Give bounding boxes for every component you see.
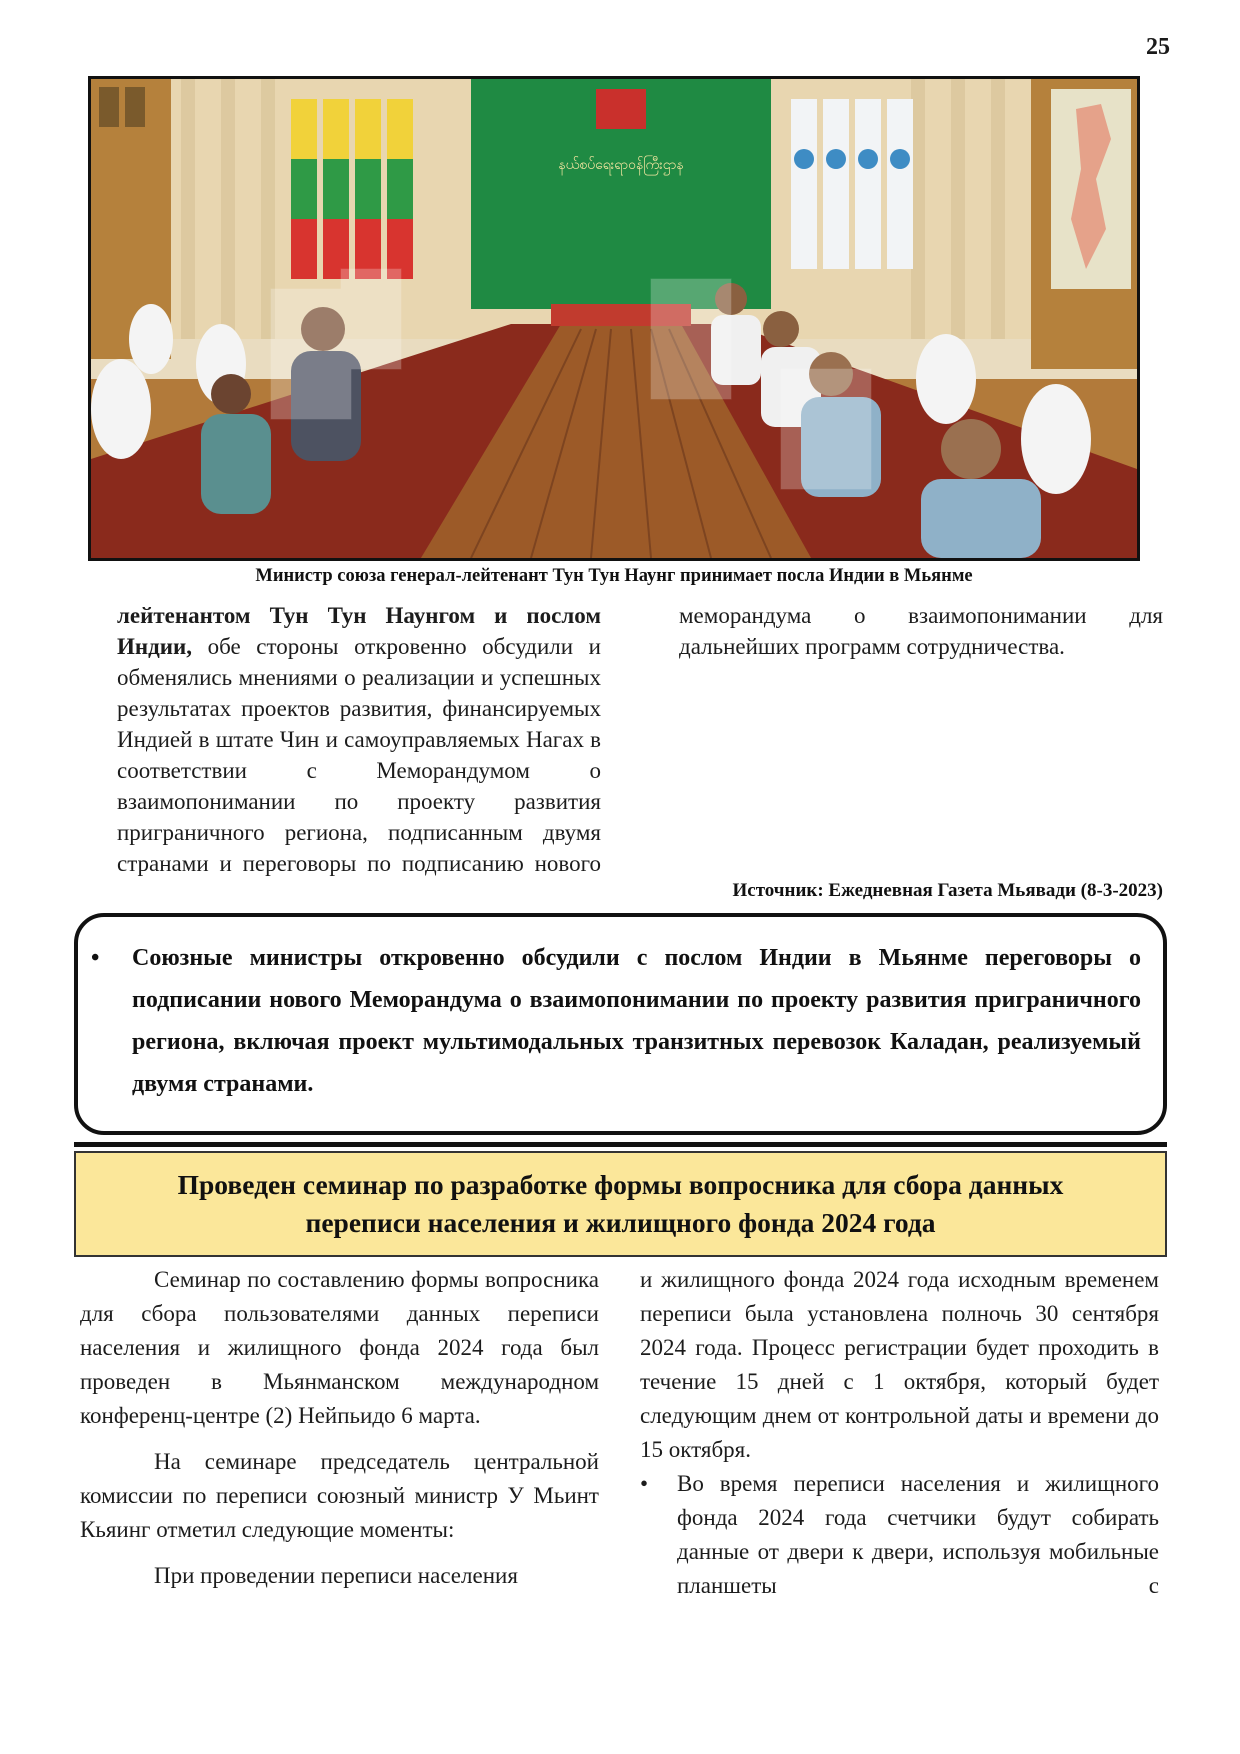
section-title-box [74, 1151, 1167, 1257]
page-number: 25 [1146, 34, 1170, 60]
meeting-photo-illustration [91, 79, 1137, 558]
section-paragraph-2: На семинаре председатель центральной комиссии по переписи союзный министр У Мьинт Кьяинг отметил следующие моменты: [80, 1449, 599, 1542]
highlight-list [78, 917, 1163, 1105]
section-paragraph-1: Семинар по составлению формы вопросника для сбора пользователями данных переписи населения и жилищного фонда 2024 года был проведен в Мьянманском международном конференц-центре (2) Нейпьидо 6 марта. [80, 1267, 599, 1428]
section-title [148, 1166, 1094, 1242]
section-title-line-2: переписи населения и жилищного фонда 2024 года [305, 1207, 936, 1238]
photo-caption: Министр союза генерал-лейтенант Тун Тун Наунг принимает посла Индии в Мьянме [255, 566, 973, 586]
article-paragraph [117, 600, 601, 879]
section-paragraph-3: При проведении переписи населения [154, 1563, 518, 1588]
meeting-photo [88, 76, 1140, 561]
article-column-right [679, 600, 1163, 662]
article-text: обе стороны откровенно обсудили и обменялись мнениями о реализации и успешных результатах проектов развития, финансируемых Индией в штате Чин и самоуправляемых Нагах в соответствии с Меморандумом о взаимопонимании по проекту развития приграничного региона, подписанным двумя странами и переговоры по подписанию нового [117, 634, 601, 876]
section-divider [74, 1142, 1167, 1147]
highlight-bullet: • Союзные министры откровенно обсудили с послом Индии в Мьянме переговоры о подписании нового Меморандума о взаимопонимании по проекту развития приграничного региона, включая проект мультимодальных транзитных перевозок Каладан, реализуемый двумя странами. [132, 937, 1141, 1105]
highlight-box [74, 913, 1167, 1135]
section-paragraph-4: и жилищного фонда 2024 года исходным временем переписи была установлена полночь 30 сентября 2024 года. Процесс регистрации будет проходить в течение 15 дней с 1 октября, который будет следующим днем от контрольной даты и времени до 15 октября. [640, 1267, 1159, 1462]
section-column-right [640, 1263, 1159, 1603]
section-column-left [80, 1263, 599, 1593]
article-bold-lead: лейтенантом Тун Тун Наунгом и послом Индии, [117, 603, 601, 659]
article-source: Источник: Ежедневная Газета Мьявади (8-3-2023) [732, 880, 1163, 901]
section-bullet: • Во время переписи населения и жилищного фонда 2024 года счетчики будут собирать данные от двери к двери, используя мобильные планшеты с [640, 1467, 1159, 1603]
section-title-line-1: Проведен семинар по разработке формы вопросника для сбора данных [177, 1169, 1064, 1200]
article-paragraph-right: меморандума о взаимопонимании для дальнейших программ сотрудничества. [679, 603, 1163, 659]
article-column-left [117, 600, 601, 879]
banner-text: နယ်စပ်ရေးရာဝန်ကြီးဌာန [558, 157, 684, 173]
